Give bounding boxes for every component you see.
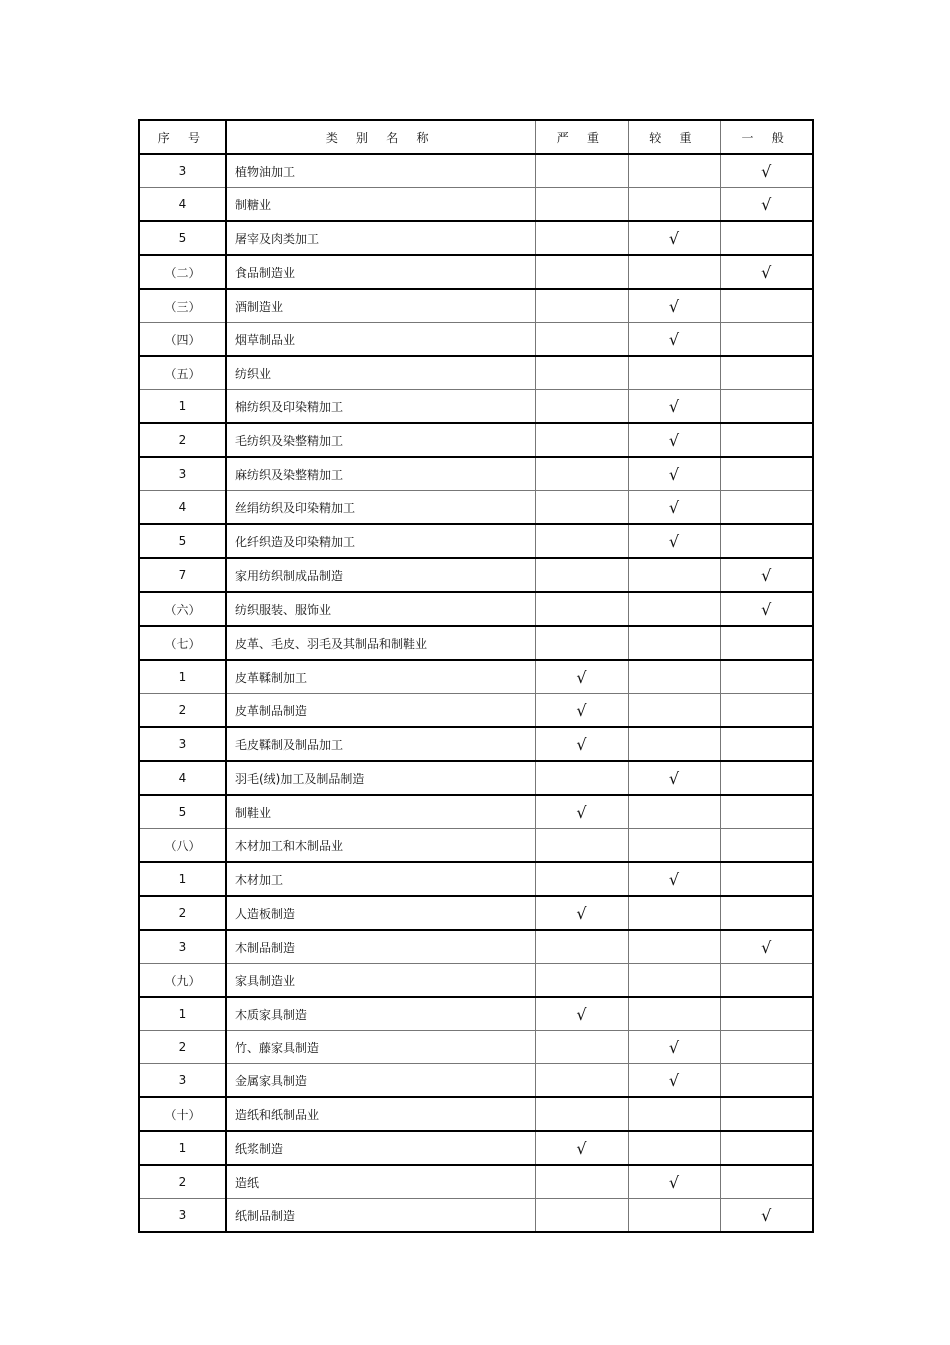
table-row [139, 896, 813, 930]
row-category-name: 家用纺织制成品制造 [226, 558, 535, 592]
table-row [139, 289, 813, 323]
row-moderate-mark [628, 727, 720, 761]
table-row [139, 154, 813, 188]
row-severe-mark: √ [535, 1131, 628, 1165]
table-row [139, 1064, 813, 1098]
row-general-mark [720, 694, 813, 728]
row-general-mark [720, 1097, 813, 1131]
row-seq: 4 [139, 188, 226, 222]
row-general-mark [720, 795, 813, 829]
row-moderate-mark [628, 255, 720, 289]
row-category-name: 木材加工 [226, 862, 535, 896]
row-moderate-mark: √ [628, 457, 720, 491]
row-seq: （七） [139, 626, 226, 660]
row-seq: 2 [139, 694, 226, 728]
table-row [139, 862, 813, 896]
row-general-mark [720, 356, 813, 390]
row-severe-mark [535, 1097, 628, 1131]
row-moderate-mark [628, 626, 720, 660]
table-row [139, 524, 813, 558]
row-category-name: 竹、藤家具制造 [226, 1031, 535, 1064]
row-severe-mark [535, 1199, 628, 1233]
row-moderate-mark [628, 997, 720, 1031]
row-moderate-mark: √ [628, 862, 720, 896]
row-seq: 3 [139, 154, 226, 188]
row-general-mark: √ [720, 188, 813, 222]
row-general-mark [720, 1031, 813, 1064]
table-row [139, 795, 813, 829]
row-severe-mark [535, 592, 628, 626]
row-category-name: 木制品制造 [226, 930, 535, 964]
row-moderate-mark [628, 1199, 720, 1233]
row-general-mark [720, 323, 813, 357]
row-category-name: 烟草制品业 [226, 323, 535, 357]
header-severe: 严 重 [535, 120, 628, 154]
table-row [139, 964, 813, 998]
row-severe-mark [535, 524, 628, 558]
row-severe-mark [535, 626, 628, 660]
row-general-mark [720, 390, 813, 424]
row-severe-mark [535, 356, 628, 390]
table-row [139, 997, 813, 1031]
row-seq: 3 [139, 457, 226, 491]
row-category-name: 造纸和纸制品业 [226, 1097, 535, 1131]
row-general-mark [720, 423, 813, 457]
table-row [139, 1165, 813, 1199]
row-general-mark [720, 289, 813, 323]
row-category-name: 木质家具制造 [226, 997, 535, 1031]
row-seq: 1 [139, 1131, 226, 1165]
row-seq: （二） [139, 255, 226, 289]
table-row [139, 829, 813, 863]
row-severe-mark [535, 829, 628, 863]
row-moderate-mark: √ [628, 1064, 720, 1098]
row-category-name: 酒制造业 [226, 289, 535, 323]
classification-table [138, 119, 814, 1233]
row-general-mark [720, 1165, 813, 1199]
table-row [139, 457, 813, 491]
row-category-name: 木材加工和木制品业 [226, 829, 535, 863]
row-seq: 5 [139, 795, 226, 829]
row-category-name: 纺织服装、服饰业 [226, 592, 535, 626]
row-seq: （十） [139, 1097, 226, 1131]
row-general-mark [720, 862, 813, 896]
row-category-name: 造纸 [226, 1165, 535, 1199]
row-general-mark [720, 1131, 813, 1165]
row-severe-mark: √ [535, 997, 628, 1031]
table-row [139, 626, 813, 660]
row-seq: （三） [139, 289, 226, 323]
row-moderate-mark [628, 694, 720, 728]
row-category-name: 毛纺织及染整精加工 [226, 423, 535, 457]
table-row [139, 1131, 813, 1165]
row-severe-mark: √ [535, 727, 628, 761]
row-category-name: 植物油加工 [226, 154, 535, 188]
row-moderate-mark [628, 829, 720, 863]
header-category-name: 类 别 名 称 [226, 120, 535, 154]
row-severe-mark [535, 289, 628, 323]
row-severe-mark [535, 255, 628, 289]
table-row [139, 390, 813, 424]
row-seq: 2 [139, 1031, 226, 1064]
row-moderate-mark [628, 592, 720, 626]
row-severe-mark [535, 964, 628, 998]
row-seq: （六） [139, 592, 226, 626]
table-row [139, 592, 813, 626]
row-moderate-mark [628, 964, 720, 998]
row-general-mark: √ [720, 255, 813, 289]
row-severe-mark: √ [535, 694, 628, 728]
row-category-name: 食品制造业 [226, 255, 535, 289]
table-row [139, 1097, 813, 1131]
row-seq: 3 [139, 930, 226, 964]
row-general-mark [720, 829, 813, 863]
row-seq: （四） [139, 323, 226, 357]
row-general-mark [720, 727, 813, 761]
row-seq: 1 [139, 390, 226, 424]
table-row [139, 727, 813, 761]
row-seq: 1 [139, 862, 226, 896]
row-moderate-mark [628, 930, 720, 964]
table-row [139, 323, 813, 357]
row-moderate-mark: √ [628, 1031, 720, 1064]
row-seq: 4 [139, 491, 226, 525]
row-general-mark [720, 964, 813, 998]
table-row [139, 423, 813, 457]
row-category-name: 皮革、毛皮、羽毛及其制品和制鞋业 [226, 626, 535, 660]
row-severe-mark [535, 930, 628, 964]
row-moderate-mark [628, 188, 720, 222]
row-general-mark [720, 524, 813, 558]
row-general-mark [720, 221, 813, 255]
row-severe-mark [535, 423, 628, 457]
row-general-mark [720, 491, 813, 525]
table-row [139, 188, 813, 222]
row-seq: 7 [139, 558, 226, 592]
table-row [139, 660, 813, 694]
row-category-name: 屠宰及肉类加工 [226, 221, 535, 255]
row-category-name: 制鞋业 [226, 795, 535, 829]
row-seq: 1 [139, 660, 226, 694]
row-severe-mark [535, 1031, 628, 1064]
row-seq: 1 [139, 997, 226, 1031]
row-moderate-mark [628, 896, 720, 930]
header-general: 一 般 [720, 120, 813, 154]
header-seq: 序 号 [139, 120, 226, 154]
row-category-name: 丝绢纺织及印染精加工 [226, 491, 535, 525]
row-seq: 4 [139, 761, 226, 795]
row-severe-mark [535, 761, 628, 795]
row-moderate-mark: √ [628, 1165, 720, 1199]
row-severe-mark [535, 1064, 628, 1098]
row-moderate-mark: √ [628, 221, 720, 255]
row-general-mark [720, 997, 813, 1031]
row-category-name: 麻纺织及染整精加工 [226, 457, 535, 491]
row-moderate-mark [628, 660, 720, 694]
row-general-mark: √ [720, 154, 813, 188]
table-header-row [139, 120, 813, 154]
row-moderate-mark: √ [628, 491, 720, 525]
row-general-mark [720, 761, 813, 795]
row-category-name: 皮革制品制造 [226, 694, 535, 728]
row-category-name: 羽毛(绒)加工及制品制造 [226, 761, 535, 795]
row-category-name: 皮革鞣制加工 [226, 660, 535, 694]
row-severe-mark [535, 221, 628, 255]
row-seq: 5 [139, 524, 226, 558]
row-category-name: 化纤织造及印染精加工 [226, 524, 535, 558]
row-seq: （五） [139, 356, 226, 390]
row-general-mark: √ [720, 1199, 813, 1233]
row-category-name: 金属家具制造 [226, 1064, 535, 1098]
row-severe-mark: √ [535, 795, 628, 829]
table-row [139, 255, 813, 289]
table-row [139, 558, 813, 592]
table-row [139, 694, 813, 728]
row-moderate-mark: √ [628, 524, 720, 558]
row-category-name: 纸浆制造 [226, 1131, 535, 1165]
row-seq: 3 [139, 727, 226, 761]
table-row [139, 761, 813, 795]
row-seq: 2 [139, 423, 226, 457]
row-moderate-mark [628, 795, 720, 829]
row-category-name: 人造板制造 [226, 896, 535, 930]
row-moderate-mark [628, 356, 720, 390]
row-severe-mark [535, 558, 628, 592]
row-severe-mark [535, 323, 628, 357]
table-row [139, 1199, 813, 1233]
row-moderate-mark: √ [628, 390, 720, 424]
table-row [139, 356, 813, 390]
row-severe-mark: √ [535, 660, 628, 694]
row-moderate-mark [628, 154, 720, 188]
row-category-name: 纺织业 [226, 356, 535, 390]
row-severe-mark [535, 188, 628, 222]
row-severe-mark [535, 390, 628, 424]
row-general-mark: √ [720, 930, 813, 964]
row-moderate-mark: √ [628, 761, 720, 795]
row-general-mark: √ [720, 558, 813, 592]
row-severe-mark [535, 154, 628, 188]
row-seq: （八） [139, 829, 226, 863]
header-moderate: 较 重 [628, 120, 720, 154]
row-severe-mark [535, 1165, 628, 1199]
table-row [139, 491, 813, 525]
row-moderate-mark [628, 558, 720, 592]
table-row [139, 930, 813, 964]
table-row [139, 1031, 813, 1064]
row-moderate-mark: √ [628, 423, 720, 457]
row-severe-mark [535, 862, 628, 896]
table-body [139, 154, 813, 1232]
row-general-mark: √ [720, 592, 813, 626]
row-moderate-mark: √ [628, 323, 720, 357]
row-moderate-mark: √ [628, 289, 720, 323]
row-general-mark [720, 896, 813, 930]
row-category-name: 毛皮鞣制及制品加工 [226, 727, 535, 761]
row-seq: 3 [139, 1064, 226, 1098]
row-seq: 5 [139, 221, 226, 255]
row-category-name: 制糖业 [226, 188, 535, 222]
row-seq: 3 [139, 1199, 226, 1233]
row-category-name: 纸制品制造 [226, 1199, 535, 1233]
row-moderate-mark [628, 1097, 720, 1131]
row-severe-mark: √ [535, 896, 628, 930]
row-seq: 2 [139, 1165, 226, 1199]
row-general-mark [720, 457, 813, 491]
row-category-name: 棉纺织及印染精加工 [226, 390, 535, 424]
row-severe-mark [535, 491, 628, 525]
row-severe-mark [535, 457, 628, 491]
row-seq: 2 [139, 896, 226, 930]
row-moderate-mark [628, 1131, 720, 1165]
row-general-mark [720, 1064, 813, 1098]
row-seq: （九） [139, 964, 226, 998]
table-row [139, 221, 813, 255]
row-general-mark [720, 660, 813, 694]
row-general-mark [720, 626, 813, 660]
row-category-name: 家具制造业 [226, 964, 535, 998]
